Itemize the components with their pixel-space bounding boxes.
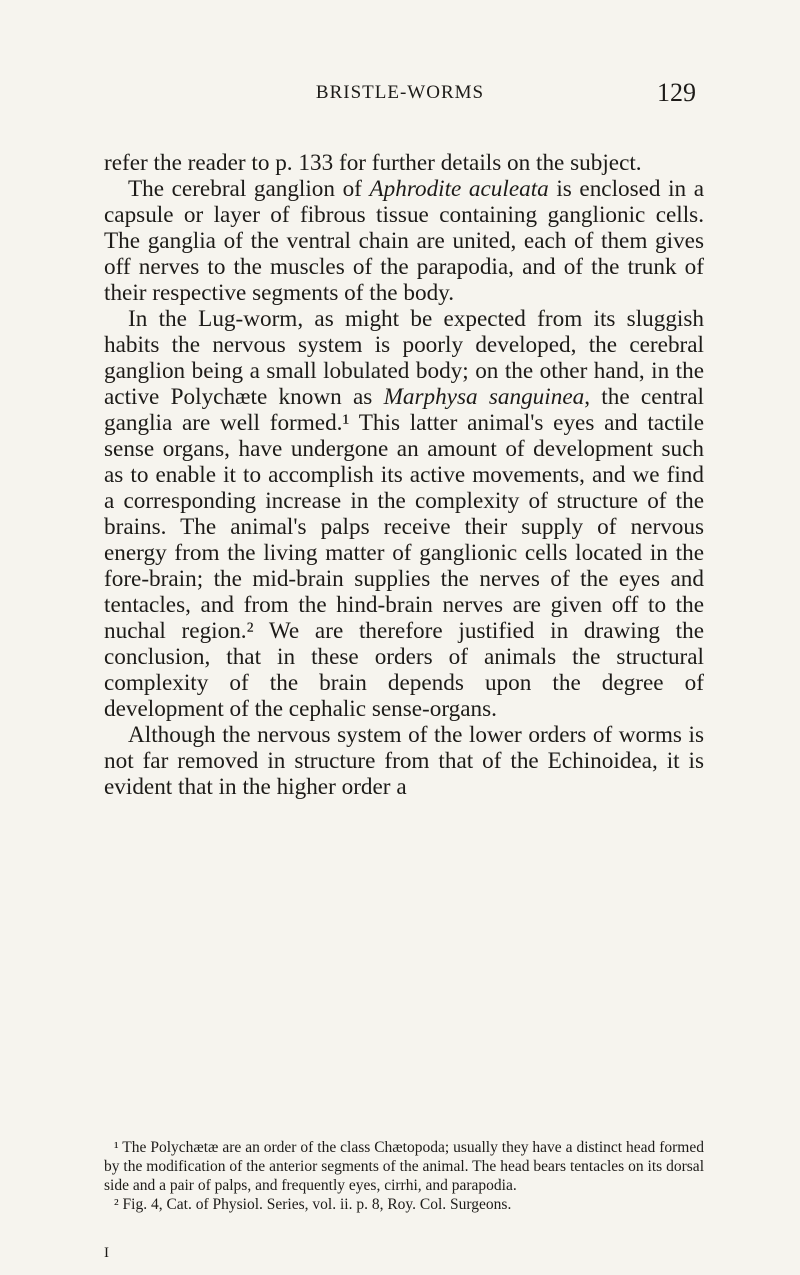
text-run: is enclosed in a capsule or layer of fibrous tissue containing ganglionic cells. The ganglia of the ventral chain are united, each of them gives off nerves to the muscles of the parapodia, and of the trunk of their respective segments of the body. bbox=[104, 176, 705, 306]
page-number: 129 bbox=[657, 78, 696, 107]
text-run: refer the reader to p. 133 for further details on the subject. bbox=[104, 150, 642, 176]
signature-mark: I bbox=[104, 1245, 109, 1261]
running-head: BRISTLE-WORMS bbox=[315, 82, 485, 103]
species-name: Marphysa sanguinea bbox=[383, 384, 585, 410]
species-name: Aphrodite aculeata bbox=[369, 176, 549, 202]
body-text bbox=[104, 150, 704, 800]
text-run: In the Lug-worm, as might be expected from its sluggish habits the nervous system is poorly developed, the cerebral ganglion being a small lobulated body; on the other hand, in the active Polychæte known as bbox=[104, 306, 704, 410]
text-run: The cerebral ganglion of bbox=[128, 176, 370, 202]
text-run: Although the nervous system of the lower orders of worms is not far removed in structure from that of the Echinoidea, it is evident that in the higher order a bbox=[104, 722, 704, 800]
paragraph bbox=[104, 722, 704, 800]
paragraph bbox=[104, 150, 704, 176]
footnote-text: ¹ The Polychætæ are an order of the class Chætopoda; usually they have a distinct head formed by the modification of the anterior segments of the animal. The head bears tentacles on its dorsal side and a pair of palps, and frequently eyes, cirrhi, and parapodia. bbox=[104, 1139, 704, 1194]
paragraph bbox=[104, 306, 704, 722]
text-run: , the central ganglia are well formed.¹ This latter animal's eyes and tactile sense organs, have undergone an amount of development such as to enable it to accomplish its active movements, and we find a corresponding increase in the complexity of structure of the brains. The animal's palps receive their supply of nervous energy from the living matter of ganglionic cells located in the fore-brain; the mid-brain supplies the nerves of the eyes and tentacles, and from the hind-brain nerves are given off to the nuchal region.² We are therefore justified in drawing the conclusion, that in these orders of animals the structural complexity of the brain depends upon the degree of development of the cephalic sense-organs. bbox=[104, 384, 704, 722]
footnotes bbox=[104, 1138, 704, 1214]
paragraph bbox=[104, 176, 704, 306]
footnote-text: ² Fig. 4, Cat. of Physiol. Series, vol. ii. p. 8, Roy. Col. Surgeons. bbox=[114, 1196, 512, 1213]
footnote bbox=[104, 1138, 704, 1195]
footnote bbox=[104, 1195, 704, 1214]
